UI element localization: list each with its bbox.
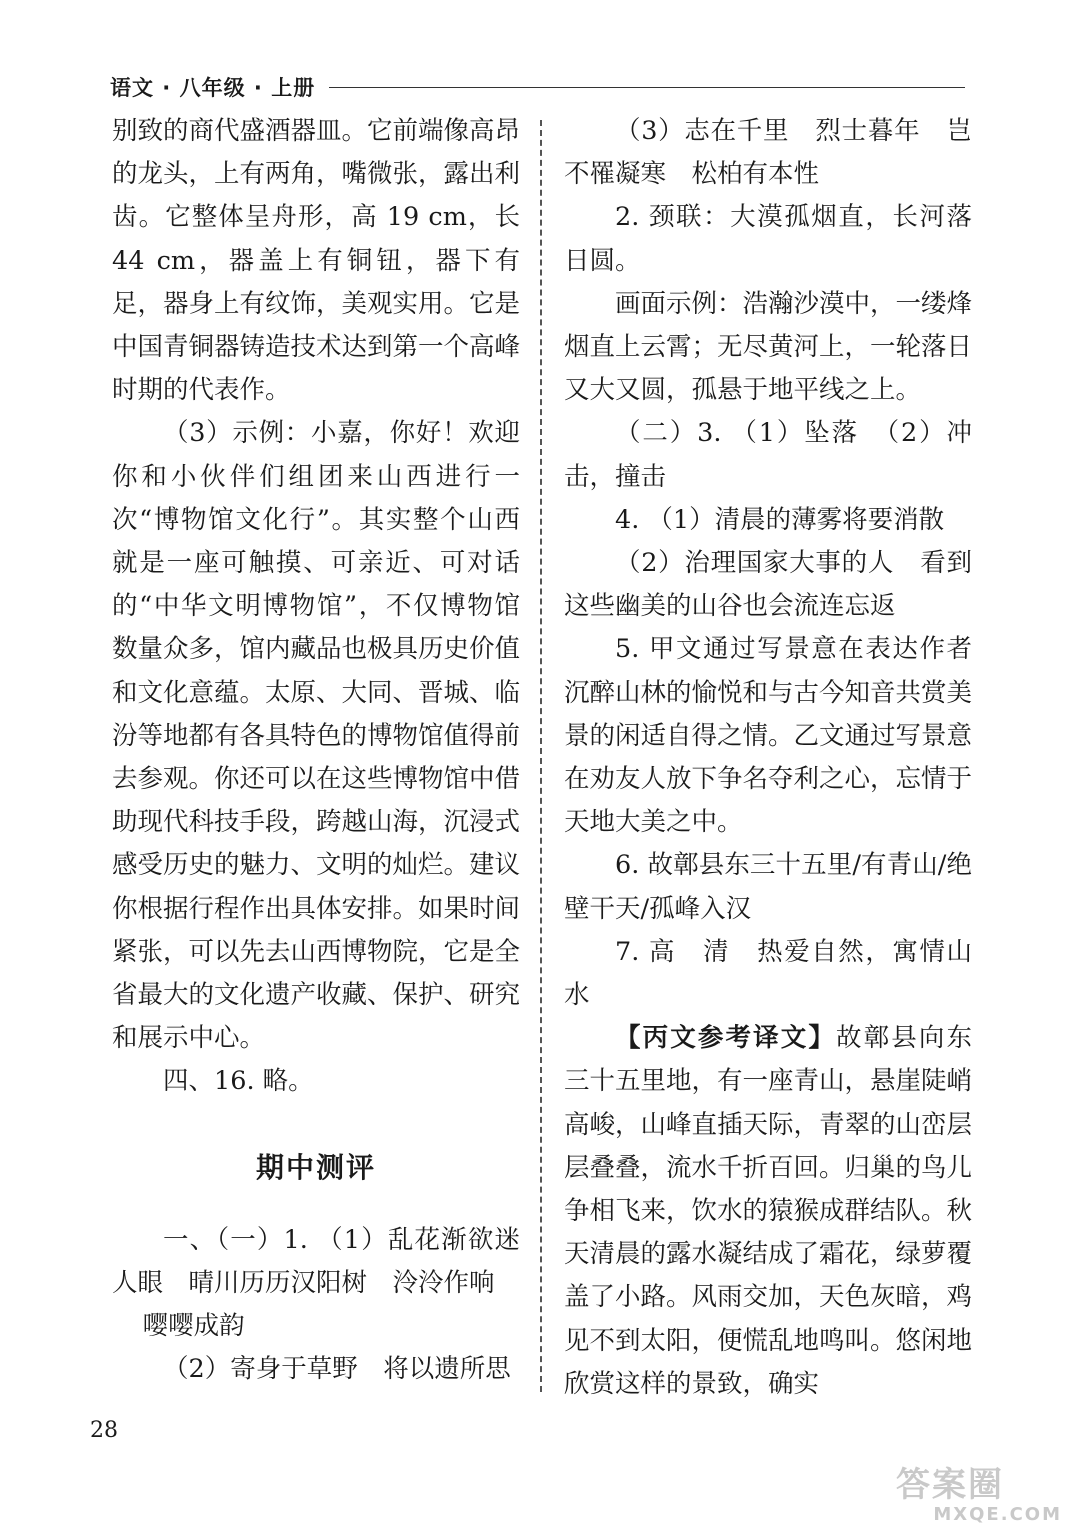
right-column	[564, 110, 972, 1406]
section-title: 期中测评	[255, 1150, 376, 1184]
page-number: 28	[90, 1418, 118, 1443]
watermark-logo	[896, 1466, 1062, 1532]
left-column	[112, 110, 520, 1392]
left-answer-1-cont: 嘤嘤成韵	[142, 1311, 245, 1342]
watermark-bottom: MXQE.COM	[933, 1504, 1062, 1525]
translation-paragraph	[564, 1017, 972, 1406]
left-paragraph-3: 四、16. 略。	[163, 1066, 314, 1097]
header-rule	[329, 87, 965, 88]
page-header	[110, 72, 965, 102]
left-answer-2: （2）寄身于草野 将以遗所思	[163, 1354, 511, 1385]
right-answer-5: 4. （1）清晨的薄雾将要消散	[615, 504, 945, 535]
translation-text: 故鄣县向东三十五里地，有一座青山，悬崖陡峭高峻，山峰直插天际，青翠的山峦层层叠叠，流水千折百回。归巢的鸟儿争相飞来，饮水的猿猴成群结队。秋天清晨的露水凝结成了霜花，绿萝覆盖了小路。风雨交加，天色灰暗，鸡见不到太阳，便慌乱地鸣叫。悠闲地欣赏这样的景致，确实	[564, 1023, 973, 1399]
right-answer-9: 7. 高 清 热爱自然，寓情山水	[564, 936, 972, 1011]
left-paragraph-1: 别致的商代盛酒器皿。它前端像高昂的龙头，上有两角，嘴微张，露出利齿。它整体呈舟形，高 19 cm，长 44 cm，器盖上有铜钮，器下有足，器身上有纹饰，美观实用。它是中国青铜器铸造技术达到第一个高峰时期的代表作。	[112, 116, 521, 406]
translation-label: 【丙文参考译文】	[615, 1023, 836, 1054]
right-answer-3: 画面示例：浩瀚沙漠中，一缕烽烟直上云霄；无尽黄河上，一轮落日又大又圆，孤悬于地平线之上。	[564, 288, 973, 406]
right-answer-2: 2. 颈联：大漠孤烟直，长河落日圆。	[564, 202, 972, 276]
right-answer-6: （2）治理国家大事的人 看到这些幽美的山谷也会流连忘返	[564, 548, 972, 622]
right-answer-7: 5. 甲文通过写景意在表达作者沉醉山林的愉悦和与古今知音共赏美景的闲适自得之情。乙文通过写景意在劝友人放下争名夺利之心，忘情于天地大美之中。	[564, 634, 973, 838]
header-title: 语文 · 八年级 · 上册	[110, 76, 316, 100]
left-answer-1: 一、（一）1. （1）乱花渐欲迷人眼 晴川历历汉阳树 泠泠作响	[112, 1224, 520, 1299]
right-answer-1: （3）志在千里 烈士暮年 岂不罹凝寒 松柏有本性	[564, 116, 972, 190]
right-answer-8: 6. 故鄣县东三十五里/有青山/绝壁干天/孤峰入汉	[564, 850, 972, 924]
watermark-top: 答案圈	[896, 1465, 1004, 1505]
left-paragraph-2: （3）示例：小嘉，你好！欢迎你和小伙伴们组团来山西进行一次“博物馆文化行”。其实整个山西就是一座可触摸、可亲近、可对话的“中华文明博物馆”，不仅博物馆数量众多，馆内藏品也极具历史价值和文化意蕴。太原、大同、晋城、临汾等地都有各具特色的博物馆值得前去参观。你还可以在这些博物馆中借助现代科技手段，跨越山海，沉浸式感受历史的魅力、文明的灿烂。建议你根据行程作出具体安排。如果时间紧张，可以先去山西博物院，它是全省最大的文化遗产收藏、保护、研究和展示中心。	[112, 418, 521, 1054]
column-divider	[540, 120, 542, 1392]
right-answer-4: （二）3. （1）坠落 （2）冲击，撞击	[564, 418, 972, 492]
